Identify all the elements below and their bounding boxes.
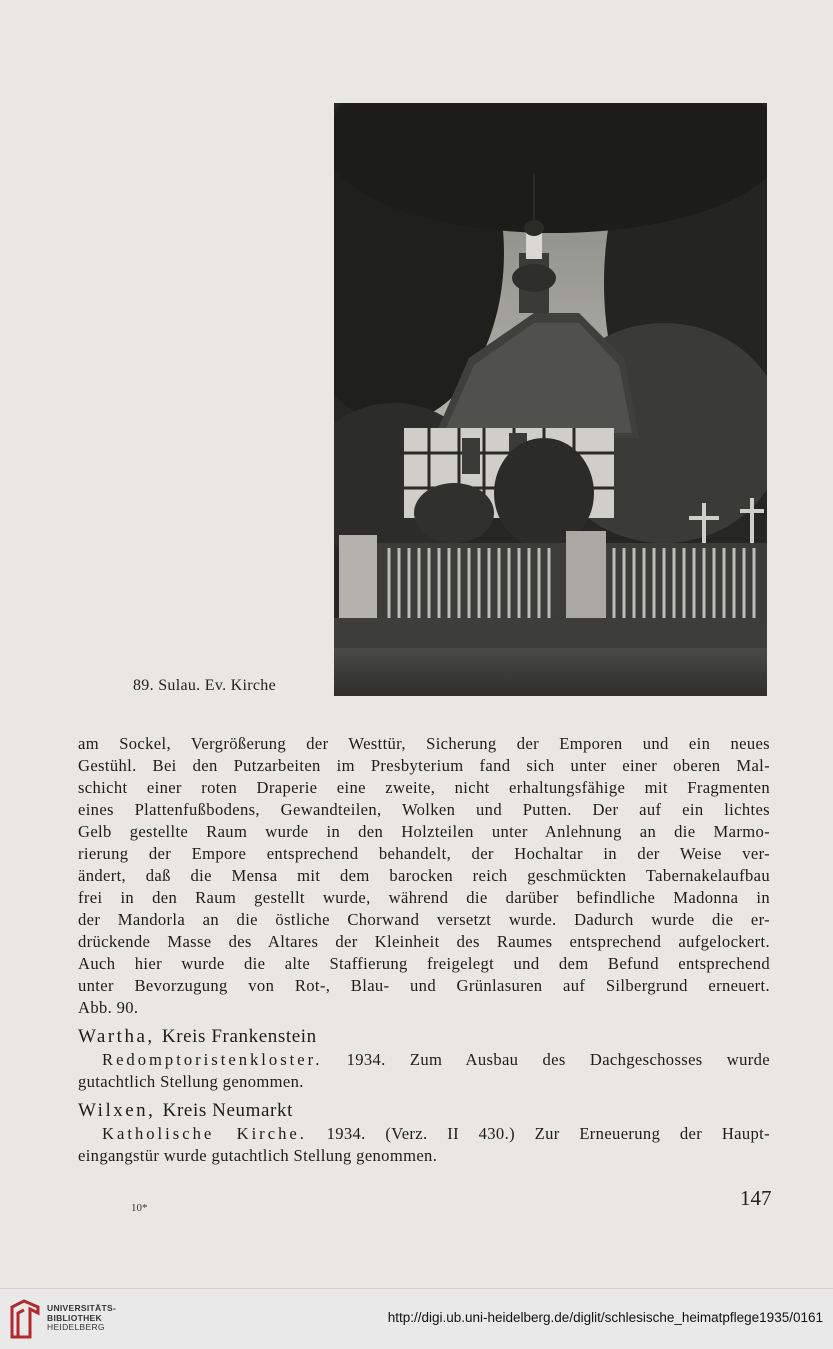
section-place: Wartha, — [78, 1026, 155, 1047]
section-entry-line: gutachtlich Stellung genommen. — [78, 1072, 304, 1091]
section-heading-wartha — [78, 1025, 770, 1049]
university-logo-text — [47, 1304, 116, 1333]
paragraph-line: Gelb gestellte Raum wurde in den Holzteilen unter Anlehnung an die Marmo- — [78, 822, 770, 841]
footer-bar — [0, 1288, 833, 1349]
section-text: 1934. Zum Ausbau des Dachgeschosses wurde — [346, 1050, 770, 1069]
section-district: Kreis Neumarkt — [162, 1100, 293, 1121]
church-photo-illustration — [334, 103, 767, 696]
paragraph-line: schicht einer roten Draperie eine zweite, nicht erhaltungsfähige mit Fragmenten — [78, 778, 770, 797]
signature-mark: 10* — [131, 1202, 148, 1214]
paragraph-line: eines Plattenfußbodens, Gewandteilen, Wolken und Putten. Der auf ein lichtes — [78, 800, 770, 819]
source-url-link[interactable]: http://digi.ub.uni-heidelberg.de/diglit/schlesische_heimatpflege1935/0161 — [387, 1310, 823, 1325]
section-place: Wilxen, — [78, 1100, 156, 1121]
logo-line: HEIDELBERG — [47, 1322, 105, 1332]
section-subject: Katholische Kirche. — [102, 1124, 307, 1143]
logo-line: UNIVERSITÄTS- — [47, 1303, 117, 1313]
logo-line: BIBLIOTHEK — [47, 1312, 102, 1323]
section-entry-line: eingangstür wurde gutachtlich Stellung genommen. — [78, 1146, 438, 1165]
church-photo — [334, 103, 767, 696]
section-district: Kreis Frankenstein — [161, 1026, 317, 1047]
paragraph-line: der Mandorla an die östliche Chorwand versetzt wurde. Dadurch wurde die er- — [78, 910, 770, 929]
paragraph-line: Auch hier wurde die alte Staffierung freigelegt und dem Befund entsprechend — [78, 954, 770, 973]
section-entry-line — [78, 1049, 770, 1071]
section-entry-line — [78, 1123, 770, 1145]
paragraph-line: rierung der Empore entsprechend behandelt, der Hochaltar in der Weise ver- — [78, 844, 770, 863]
paragraph-line: Gestühl. Bei den Putzarbeiten im Presbyterium fand sich unter einer oberen Mal- — [78, 756, 770, 775]
section-subject: Redomptoristenkloster. — [102, 1050, 323, 1069]
paragraph-line: am Sockel, Vergrößerung der Westtür, Sicherung der Emporen und ein neues — [78, 734, 770, 753]
section-heading-wilxen — [78, 1099, 770, 1123]
paragraph-line: Abb. 90. — [78, 998, 139, 1017]
body-text — [78, 733, 770, 1167]
paragraph-line: frei in den Raum gestellt wurde, während die darüber befindliche Madonna in — [78, 888, 770, 907]
university-logo-icon[interactable] — [8, 1297, 42, 1341]
paragraph-line: unter Bevorzugung von Rot-, Blau- und Grünlasuren auf Silbergrund erneuert. — [78, 976, 770, 995]
paragraph-line: ändert, daß die Mensa mit dem barocken reich geschmückten Tabernakelaufbau — [78, 866, 770, 885]
section-text: 1934. (Verz. II 430.) Zur Erneuerung der Haupt- — [326, 1124, 770, 1143]
paragraph-line: drückende Masse des Altares der Kleinheit des Raumes entsprechend aufgelockert. — [78, 932, 770, 951]
figure-caption: 89. Sulau. Ev. Kirche — [133, 677, 277, 694]
page-number: 147 — [740, 1186, 772, 1210]
